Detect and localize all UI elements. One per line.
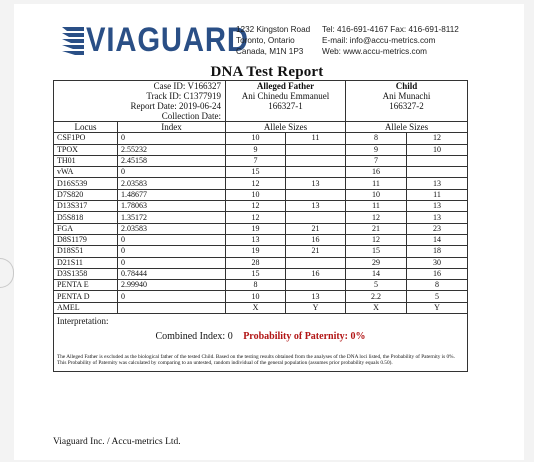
combined-index: Combined Index: 0 xyxy=(155,331,233,343)
contact-line: Tel: 416-691-4167 Fax: 416-691-8112 xyxy=(322,25,459,34)
child-allele-1: 9 xyxy=(346,144,407,155)
index-cell: 1.78063 xyxy=(118,201,226,212)
father-allele-1: 28 xyxy=(226,257,286,268)
index-cell: 0 xyxy=(118,291,226,302)
father-allele-1: 7 xyxy=(226,155,286,166)
father-allele-2 xyxy=(286,155,346,166)
page-title: DNA Test Report xyxy=(210,64,324,80)
index-cell: 0.78444 xyxy=(118,268,226,279)
locus-cell: D5S818 xyxy=(54,212,118,223)
child-allele-1: 14 xyxy=(346,268,407,279)
logo-mark-icon xyxy=(62,25,84,55)
locus-cell: D13S317 xyxy=(54,201,118,212)
child-allele-2: 5 xyxy=(407,291,468,302)
locus-cell: PENTA D xyxy=(54,291,118,302)
result-line xyxy=(57,332,464,342)
child-allele-2: 12 xyxy=(407,133,468,144)
child-allele-1: 12 xyxy=(346,234,407,245)
father-allele-2: 16 xyxy=(286,234,346,245)
child-allele-2: 11 xyxy=(407,189,468,200)
interpretation-cell xyxy=(54,314,468,372)
child-allele-header: Allele Sizes xyxy=(346,122,468,133)
father-allele-2 xyxy=(286,257,346,268)
interpretation-text: The Alleged Father is excluded as the biological father of the tested Child. Based on the testing results obtained from the analyses of the DNA loci listed, the Probability of Paternity is 0%. This Probability of Paternity was calculated by comparing to an untested, random individual of the general population (assumes prior probability equals 0.50). xyxy=(57,354,455,367)
index-cell: 0 xyxy=(118,167,226,178)
index-cell xyxy=(118,302,226,313)
father-allele-2 xyxy=(286,167,346,178)
father-allele-2: 13 xyxy=(286,291,346,302)
footer-company: Viaguard Inc. / Accu-metrics Ltd. xyxy=(53,437,181,447)
child-allele-2: 13 xyxy=(407,201,468,212)
locus-cell: D16S539 xyxy=(54,178,118,189)
father-allele-1: 19 xyxy=(226,246,286,257)
child-allele-1: 29 xyxy=(346,257,407,268)
table-row xyxy=(54,268,468,279)
father-allele-2: 21 xyxy=(286,246,346,257)
table-row xyxy=(54,302,468,313)
index-cell: 2.45158 xyxy=(118,155,226,166)
track-id: Track ID: C1377919 xyxy=(146,91,222,101)
table-row xyxy=(54,178,468,189)
contact-block xyxy=(322,24,459,57)
father-allele-1: 9 xyxy=(226,144,286,155)
father-allele-2: 16 xyxy=(286,268,346,279)
table-row xyxy=(54,223,468,234)
contact-line: E-mail: info@accu-metrics.com xyxy=(322,36,436,45)
father-allele-1: X xyxy=(226,302,286,313)
address-line: 1232 Kingston Road xyxy=(236,25,311,34)
father-allele-2: 13 xyxy=(286,178,346,189)
child-allele-1: 5 xyxy=(346,280,407,291)
contact-line: Web: www.accu-metrics.com xyxy=(322,47,427,56)
child-allele-1: 21 xyxy=(346,223,407,234)
index-cell: 0 xyxy=(118,234,226,245)
case-id: Case ID: V166327 xyxy=(153,81,222,91)
table-row xyxy=(54,246,468,257)
interpretation-label: Interpretation: xyxy=(57,316,109,327)
address-line: Canada, M1N 1P3 xyxy=(236,47,304,56)
table-row xyxy=(54,234,468,245)
carousel-indicator[interactable] xyxy=(0,258,14,288)
locus-cell: FGA xyxy=(54,223,118,234)
probability-of-paternity: Probability of Paternity: 0% xyxy=(243,331,366,343)
child-allele-2: Y xyxy=(407,302,468,313)
father-allele-1: 10 xyxy=(226,189,286,200)
interpretation-row xyxy=(54,314,468,372)
locus-cell: TPOX xyxy=(54,144,118,155)
table-row xyxy=(54,189,468,200)
locus-cell: D8S1179 xyxy=(54,234,118,245)
father-allele-2: Y xyxy=(286,302,346,313)
father-allele-1: 15 xyxy=(226,268,286,279)
table-row xyxy=(54,212,468,223)
index-cell: 0 xyxy=(118,133,226,144)
child-allele-1: 11 xyxy=(346,178,407,189)
table-row xyxy=(54,144,468,155)
father-allele-2 xyxy=(286,144,346,155)
child-allele-2: 23 xyxy=(407,223,468,234)
collection-date: Collection Date: xyxy=(161,111,222,121)
father-allele-2: 21 xyxy=(286,223,346,234)
table-row xyxy=(54,133,468,144)
father-allele-1: 12 xyxy=(226,212,286,223)
child-allele-2 xyxy=(407,167,468,178)
report-date: Report Date: 2019-06-24 xyxy=(130,101,222,111)
father-allele-1: 10 xyxy=(226,133,286,144)
case-info-cell xyxy=(54,81,226,122)
child-allele-1: 15 xyxy=(346,246,407,257)
child-allele-1: 10 xyxy=(346,189,407,200)
child-allele-1: 12 xyxy=(346,212,407,223)
table-row xyxy=(54,201,468,212)
alleged-father-cell xyxy=(226,81,346,122)
child-name: Ani Munachi xyxy=(382,91,431,101)
address-block xyxy=(236,24,310,57)
father-allele-2: 11 xyxy=(286,133,346,144)
father-name: Ani Chinedu Emmanuel xyxy=(241,91,330,101)
index-cell: 1.35172 xyxy=(118,212,226,223)
child-allele-2: 16 xyxy=(407,268,468,279)
father-allele-1: 10 xyxy=(226,291,286,302)
case-info-row xyxy=(54,81,468,122)
father-heading: Alleged Father xyxy=(256,81,315,91)
father-id: 166327-1 xyxy=(268,101,303,111)
child-allele-1: 2.2 xyxy=(346,291,407,302)
table-row xyxy=(54,291,468,302)
locus-cell: CSF1PO xyxy=(54,133,118,144)
child-allele-1: 11 xyxy=(346,201,407,212)
child-allele-2: 8 xyxy=(407,280,468,291)
father-allele-1: 19 xyxy=(226,223,286,234)
locus-cell: AMEL xyxy=(54,302,118,313)
dna-results-table xyxy=(53,80,468,372)
father-allele-1: 13 xyxy=(226,234,286,245)
table-row xyxy=(54,257,468,268)
father-allele-1: 12 xyxy=(226,201,286,212)
child-allele-1: 16 xyxy=(346,167,407,178)
father-allele-2 xyxy=(286,212,346,223)
address-line: Toronto, Ontario xyxy=(236,36,295,45)
locus-cell: D21S11 xyxy=(54,257,118,268)
child-allele-2 xyxy=(407,155,468,166)
locus-cell: D18S51 xyxy=(54,246,118,257)
child-heading: Child xyxy=(395,81,418,91)
index-cell: 2.03583 xyxy=(118,178,226,189)
index-cell: 2.99940 xyxy=(118,280,226,291)
table-row xyxy=(54,167,468,178)
father-allele-2: 13 xyxy=(286,201,346,212)
child-allele-2: 13 xyxy=(407,178,468,189)
index-cell: 0 xyxy=(118,246,226,257)
child-allele-2: 13 xyxy=(407,212,468,223)
locus-cell: PENTA E xyxy=(54,280,118,291)
logo-text: VIAGUARD xyxy=(86,21,249,59)
child-allele-1: X xyxy=(346,302,407,313)
child-cell xyxy=(346,81,468,122)
locus-header: Locus xyxy=(54,122,118,133)
table-row xyxy=(54,155,468,166)
index-cell: 2.03583 xyxy=(118,223,226,234)
child-allele-2: 10 xyxy=(407,144,468,155)
index-cell: 0 xyxy=(118,257,226,268)
locus-cell: D7S820 xyxy=(54,189,118,200)
child-allele-2: 30 xyxy=(407,257,468,268)
index-cell: 2.55232 xyxy=(118,144,226,155)
father-allele-1: 15 xyxy=(226,167,286,178)
locus-cell: TH01 xyxy=(54,155,118,166)
child-allele-1: 8 xyxy=(346,133,407,144)
table-row xyxy=(54,280,468,291)
father-allele-header: Allele Sizes xyxy=(226,122,346,133)
child-id: 166327-2 xyxy=(389,101,424,111)
locus-cell: vWA xyxy=(54,167,118,178)
child-allele-1: 7 xyxy=(346,155,407,166)
father-allele-1: 8 xyxy=(226,280,286,291)
father-allele-2 xyxy=(286,280,346,291)
index-header: Index xyxy=(118,122,226,133)
child-allele-2: 18 xyxy=(407,246,468,257)
father-allele-2 xyxy=(286,189,346,200)
father-allele-1: 12 xyxy=(226,178,286,189)
child-allele-2: 14 xyxy=(407,234,468,245)
index-cell: 1.48677 xyxy=(118,189,226,200)
locus-cell: D3S1358 xyxy=(54,268,118,279)
column-header-row xyxy=(54,122,468,133)
